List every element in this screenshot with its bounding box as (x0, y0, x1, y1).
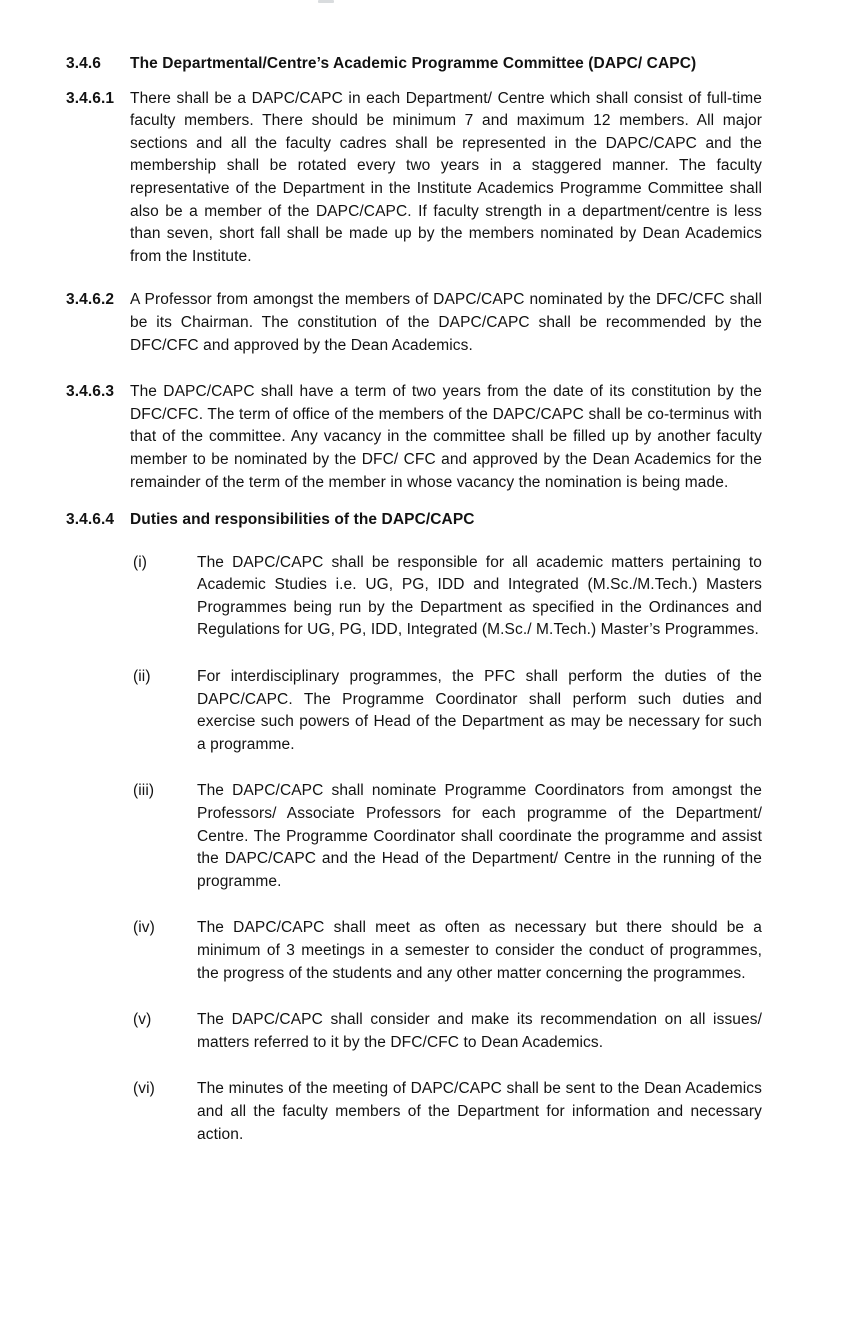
duties-list (66, 552, 762, 1146)
list-marker: (i) (133, 553, 148, 571)
list-marker: (v) (133, 1011, 152, 1029)
list-item-text: The minutes of the meeting of DAPC/CAPC shall be sent to the Dean Academics and all the faculty members of the Department for information and necessary action. (197, 1080, 762, 1143)
section-3-4-6 (66, 53, 762, 76)
section-3-4-6-4 (66, 509, 762, 532)
list-item-i (130, 552, 762, 642)
list-item-iii (130, 780, 762, 893)
scan-artifact (318, 0, 334, 3)
section-number: 3.4.6.3 (66, 383, 115, 401)
section-3-4-6-3 (66, 381, 762, 494)
list-item-iv (130, 917, 762, 985)
list-item-text: For interdisciplinary programmes, the PFC shall perform the duties of the DAPC/CAPC. The Programme Coordinator shall perform such duties and exercise such powers of Head of the Department as may be necessary for such a programme. (197, 668, 762, 753)
list-item-text: The DAPC/CAPC shall consider and make its recommendation on all issues/ matters referred to it by the DFC/CFC to Dean Academics. (197, 1011, 762, 1051)
list-marker: (vi) (133, 1080, 155, 1098)
list-marker: (ii) (133, 668, 151, 686)
section-number: 3.4.6.2 (66, 291, 115, 309)
list-item-text: The DAPC/CAPC shall be responsible for all academic matters pertaining to Academic Studies i.e. UG, PG, IDD and Integrated (M.Sc./M.Tech.) Masters Programmes being run by the Department as specified in the Ordinances and Regulations for UG, PG, IDD, Integrated (M.Sc./ M.Tech.) Master’s Programmes. (197, 553, 762, 639)
list-item-ii (130, 666, 762, 756)
section-text: The DAPC/CAPC shall have a term of two years from the date of its constitution by the DFC/CFC. The term of office of the members of the DAPC/CAPC shall be co-terminus with that of the committee. Any vacancy in the committee shall be filled up by another faculty member to be nominated by the DFC/ CFC and approved by the Dean Academics for the remainder of the term of the member in whose vacancy the nomination is being made. (130, 383, 762, 491)
list-item-vi (130, 1078, 762, 1146)
list-marker: (iii) (133, 782, 155, 800)
section-number: 3.4.6.1 (66, 89, 115, 107)
section-heading: Duties and responsibilities of the DAPC/CAPC (130, 511, 475, 529)
list-marker: (iv) (133, 919, 155, 937)
section-3-4-6-2 (66, 289, 762, 357)
section-number: 3.4.6.4 (66, 511, 115, 529)
list-item-v (130, 1009, 762, 1054)
section-text: There shall be a DAPC/CAPC in each Department/ Centre which shall consist of full-time faculty members. There should be minimum 7 and maximum 12 members. All major sections and all the faculty cadres shall be represented in the DAPC/CAPC and the membership shall be rotated every two years in a staggered manner. The faculty representative of the Department in the Institute Academics Programme Committee shall also be a member of the DAPC/CAPC. If faculty strength in a department/centre is less than seven, short fall shall be made up by the members nominated by Dean Academics from the Institute. (130, 89, 762, 265)
list-item-text: The DAPC/CAPC shall meet as often as necessary but there should be a minimum of 3 meetings in a semester to consider the conduct of programmes, the progress of the students and any other matter concerning the programmes. (197, 919, 762, 982)
list-item-text: The DAPC/CAPC shall nominate Programme Coordinators from amongst the Professors/ Associate Professors for each programme of the Department/ Centre. The Programme Coordinator shall coordinate the programme and assist the DAPC/CAPC and the Head of the Department/ Centre in the running of the programme. (197, 782, 762, 890)
section-text: A Professor from amongst the members of DAPC/CAPC nominated by the DFC/CFC shall be its Chairman. The constitution of the DAPC/CAPC shall be recommended by the DFC/CFC and approved by the Dean Academics. (130, 291, 762, 354)
section-3-4-6-1 (66, 88, 762, 269)
section-number: 3.4.6 (66, 55, 101, 72)
section-heading: The Departmental/Centre’s Academic Programme Committee (DAPC/ CAPC) (130, 55, 697, 72)
